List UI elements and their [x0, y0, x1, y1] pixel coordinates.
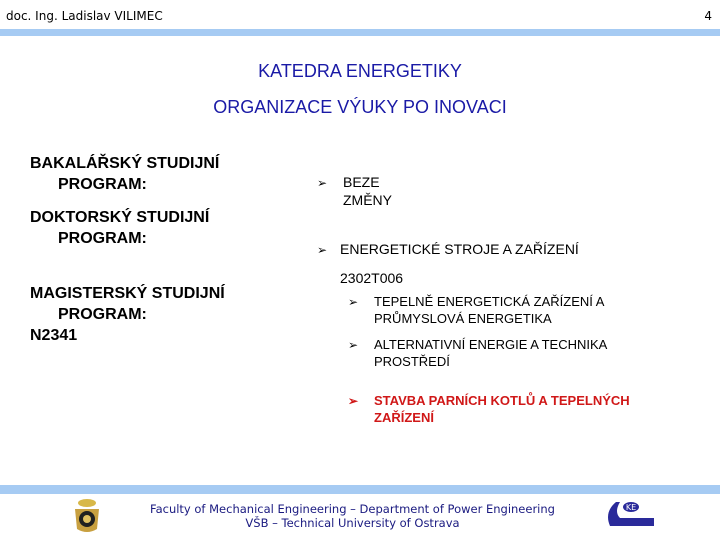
- university-crest-logo: [70, 497, 104, 535]
- label: PROSTŘEDÍ: [374, 354, 450, 369]
- no-change-text: [343, 173, 392, 209]
- arrow-bullet-icon: ➢: [348, 295, 359, 309]
- field-name: ENERGETICKÉ STROJE A ZAŘÍZENÍ: [340, 241, 579, 257]
- specialization-2: [374, 336, 607, 370]
- label: PROGRAM:: [58, 176, 147, 193]
- faculty-name: Faculty of Mechanical Engineering – Department of Power Engineering: [150, 502, 555, 516]
- label: BEZE: [343, 174, 380, 190]
- label: ALTERNATIVNÍ ENERGIE A TECHNIKA: [374, 337, 608, 352]
- doctoral-program: [30, 207, 209, 249]
- svg-text:KE: KE: [625, 503, 637, 512]
- specialization-1: [374, 293, 604, 327]
- label: TEPELNĚ ENERGETICKÁ ZAŘÍZENÍ A: [374, 294, 605, 309]
- arrow-bullet-icon: ➢: [317, 243, 328, 257]
- label: DOKTORSKÝ STUDIJNÍ: [30, 209, 210, 226]
- footer-text: [130, 502, 575, 530]
- field-code: 2302T006: [340, 270, 404, 286]
- label: STAVBA PARNÍCH KOTLŮ A TEPELNÝCH: [374, 393, 630, 408]
- specialization-3-highlighted: [374, 392, 630, 426]
- university-name: VŠB – Technical University of Ostrava: [245, 516, 460, 530]
- label: BAKALÁŘSKÝ STUDIJNÍ: [30, 155, 220, 172]
- label: MAGISTERSKÝ STUDIJNÍ: [30, 285, 225, 302]
- department-logo: [604, 500, 654, 528]
- master-program: [30, 283, 225, 346]
- main-title: KATEDRA ENERGETIKY: [258, 61, 462, 81]
- arrow-bullet-icon: ➢: [317, 176, 328, 190]
- footer-divider: [0, 485, 720, 494]
- author-name: doc. Ing. Ladislav VILIMEC: [6, 9, 163, 23]
- label: PROGRAM:: [58, 230, 147, 247]
- bachelor-program: [30, 153, 219, 195]
- label: ZAŘÍZENÍ: [374, 410, 434, 425]
- subtitle: ORGANIZACE VÝUKY PO INOVACI: [213, 97, 507, 117]
- label: PROGRAM:: [58, 306, 147, 323]
- label: N2341: [30, 327, 78, 344]
- arrow-bullet-icon: ➢: [348, 394, 359, 408]
- label: ZMĚNY: [343, 192, 392, 208]
- page-number: 4: [704, 9, 712, 23]
- header-divider: [0, 29, 720, 36]
- label: PRŮMYSLOVÁ ENERGETIKA: [374, 311, 552, 326]
- arrow-bullet-icon: ➢: [348, 338, 359, 352]
